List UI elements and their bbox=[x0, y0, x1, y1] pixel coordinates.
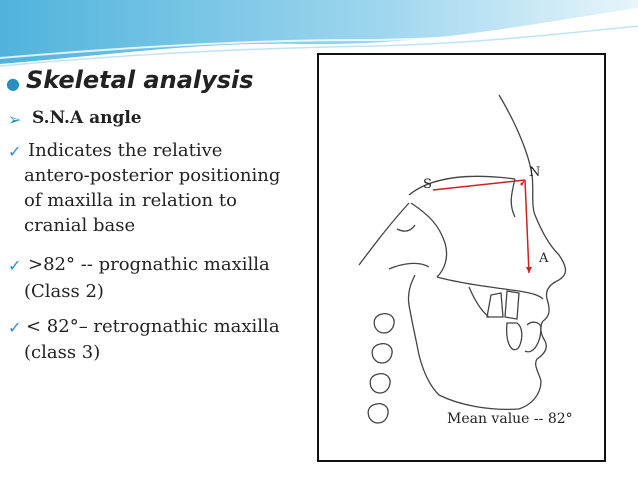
checkmark-bullet-icon: ✓ bbox=[8, 256, 22, 275]
checkmark-bullet-icon: ✓ bbox=[8, 142, 22, 161]
bullet-line: < 82°– retrognathic maxilla bbox=[26, 316, 280, 337]
bullet-line: of maxilla in relation to bbox=[24, 190, 237, 211]
point-s-label: S bbox=[423, 177, 432, 192]
checkmark-bullet-icon: ✓ bbox=[8, 318, 22, 337]
point-a-label: A bbox=[539, 251, 549, 266]
bullet-line: (class 3) bbox=[24, 342, 101, 363]
bullet-line: (Class 2) bbox=[24, 281, 104, 302]
skull-tracing-drawing bbox=[319, 55, 604, 460]
bullet-line: antero-posterior positioning bbox=[24, 165, 281, 186]
filled-circle-bullet-icon: ● bbox=[6, 74, 20, 93]
point-n-label: N bbox=[529, 165, 541, 180]
bullet-line: >82° -- prognathic maxilla bbox=[28, 254, 270, 275]
bullet-line: Indicates the relative bbox=[28, 140, 223, 161]
slide-title: Skeletal analysis bbox=[26, 66, 254, 94]
cephalometric-figure bbox=[317, 53, 606, 462]
arrowhead-bullet-icon: ➢ bbox=[8, 110, 22, 129]
figure-caption: Mean value -- 82° bbox=[447, 411, 573, 427]
bullet-line: cranial base bbox=[24, 215, 136, 236]
slide-subtitle: S.N.A angle bbox=[32, 108, 142, 128]
